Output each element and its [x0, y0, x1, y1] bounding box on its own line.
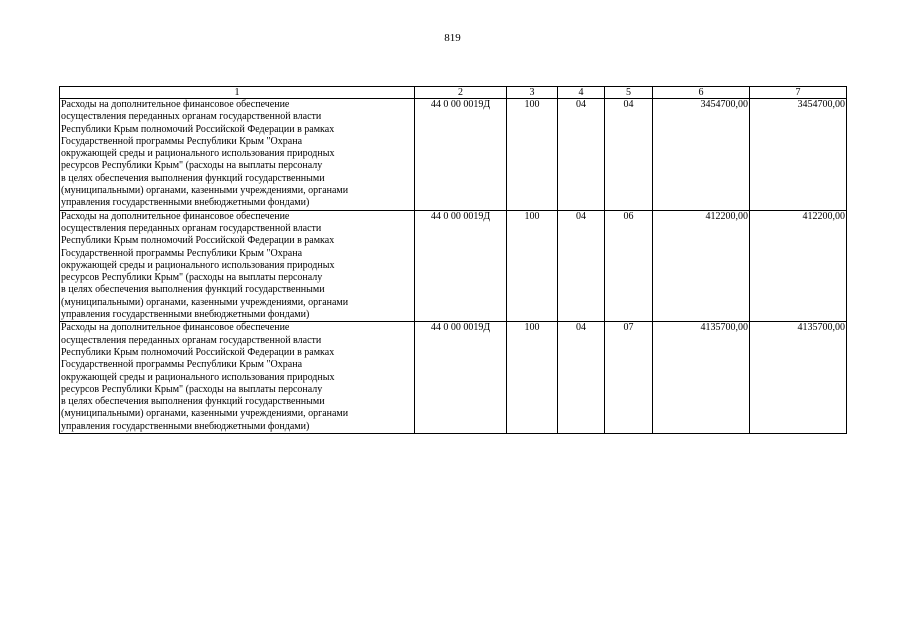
description-line: Расходы на дополнительное финансовое обеспечение: [61, 322, 290, 334]
row-target-code: 44 0 00 0019Д: [415, 210, 507, 322]
column-header-7: 7: [750, 87, 847, 99]
description-line: Государственной программы Республики Крым "Охрана: [61, 359, 303, 371]
description-line: осуществления переданных органам государственной власти: [61, 111, 322, 123]
column-header-6: 6: [653, 87, 750, 99]
description-line: Государственной программы Республики Крым "Охрана: [61, 247, 303, 259]
column-header-5: 5: [605, 87, 653, 99]
description-line: осуществления переданных органам государственной власти: [61, 334, 322, 346]
description-line: в целях обеспечения выполнения функций государственными: [61, 172, 325, 184]
description-line: окружающей среды и рационального использования природных: [61, 148, 335, 160]
row-section: 04: [558, 99, 605, 211]
description-line: окружающей среды и рационального использования природных: [61, 259, 335, 271]
description-line: в целях обеспечения выполнения функций государственными: [61, 284, 325, 296]
description-line: управления государственными внебюджетными фондами): [61, 197, 310, 209]
description-line: Расходы на дополнительное финансовое обеспечение: [61, 210, 290, 222]
description-line: ресурсов Республики Крым" (расходы на выплаты персоналу: [61, 160, 323, 172]
row-section: 04: [558, 210, 605, 322]
row-amount-6: 412200,00: [653, 210, 750, 322]
description-line: (муниципальными) органами, казенными учреждениями, органами: [61, 296, 349, 308]
table-row: [60, 99, 847, 211]
row-expense-type: 100: [507, 322, 558, 434]
description-line: Государственной программы Республики Крым "Охрана: [61, 135, 303, 147]
description-line: Расходы на дополнительное финансовое обеспечение: [61, 99, 290, 110]
row-amount-6: 4135700,00: [653, 322, 750, 434]
budget-table: [59, 86, 847, 434]
row-target-code: 44 0 00 0019Д: [415, 99, 507, 211]
description-line: ресурсов Республики Крым" (расходы на выплаты персоналу: [61, 383, 323, 395]
description-line: управления государственными внебюджетными фондами): [61, 420, 310, 432]
table-row: [60, 210, 847, 322]
description-line: в целях обеспечения выполнения функций государственными: [61, 396, 325, 408]
row-expense-type: 100: [507, 210, 558, 322]
table-body: [60, 99, 847, 434]
description-line: управления государственными внебюджетными фондами): [61, 309, 310, 321]
row-section: 04: [558, 322, 605, 434]
column-header-1: 1: [60, 87, 415, 99]
row-description: [60, 210, 415, 322]
description-line: (муниципальными) органами, казенными учреждениями, органами: [61, 408, 349, 420]
row-subsection: 06: [605, 210, 653, 322]
description-line: Республики Крым полномочий Российской Федерации в рамках: [61, 123, 335, 135]
column-header-4: 4: [558, 87, 605, 99]
row-amount-7: 3454700,00: [750, 99, 847, 211]
row-amount-7: 412200,00: [750, 210, 847, 322]
header-row: [60, 87, 847, 99]
column-header-3: 3: [507, 87, 558, 99]
row-expense-type: 100: [507, 99, 558, 211]
row-amount-6: 3454700,00: [653, 99, 750, 211]
description-line: осуществления переданных органам государственной власти: [61, 222, 322, 234]
description-line: (муниципальными) органами, казенными учреждениями, органами: [61, 185, 349, 197]
column-header-2: 2: [415, 87, 507, 99]
row-subsection: 04: [605, 99, 653, 211]
row-description: [60, 99, 415, 211]
table-row: [60, 322, 847, 434]
row-subsection: 07: [605, 322, 653, 434]
description-line: Республики Крым полномочий Российской Федерации в рамках: [61, 346, 335, 358]
description-line: Республики Крым полномочий Российской Федерации в рамках: [61, 235, 335, 247]
row-amount-7: 4135700,00: [750, 322, 847, 434]
description-line: окружающей среды и рационального использования природных: [61, 371, 335, 383]
row-target-code: 44 0 00 0019Д: [415, 322, 507, 434]
description-line: ресурсов Республики Крым" (расходы на выплаты персоналу: [61, 272, 323, 284]
row-description: [60, 322, 415, 434]
page-number: 819: [444, 32, 461, 44]
